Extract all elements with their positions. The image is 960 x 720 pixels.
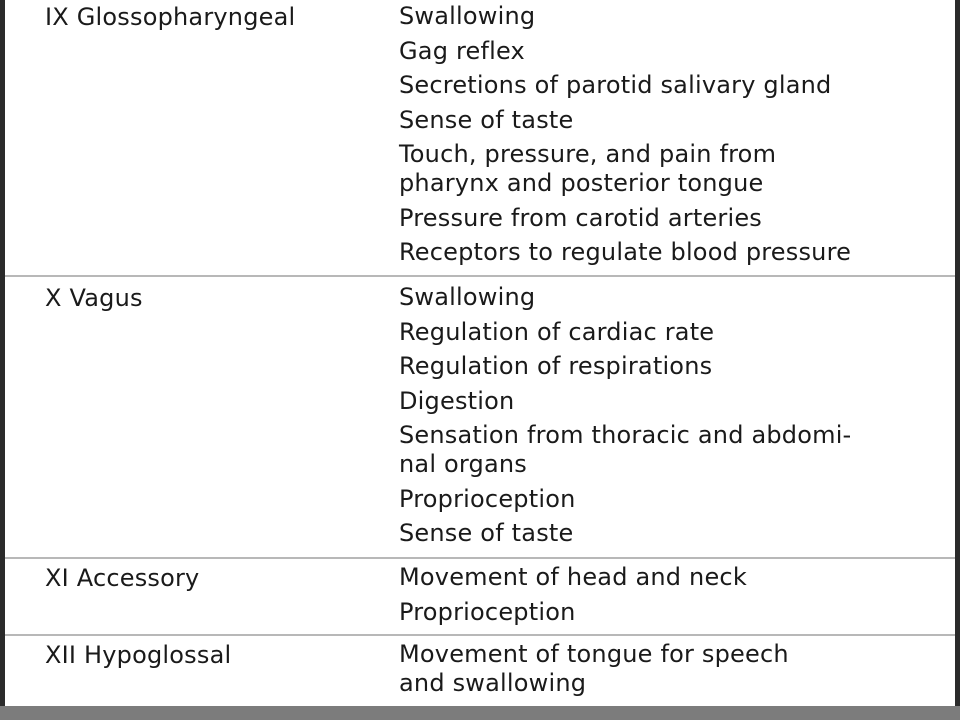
nerve-name: IX Glossopharyngeal bbox=[45, 3, 296, 31]
function-item: Movement of head and neck bbox=[399, 563, 747, 591]
row-divider bbox=[5, 634, 955, 636]
function-item: Swallowing bbox=[399, 283, 536, 311]
function-item: Gag reflex bbox=[399, 36, 525, 65]
right-border bbox=[955, 0, 960, 720]
nerve-name: X Vagus bbox=[45, 284, 143, 312]
function-item: Proprioception bbox=[399, 484, 576, 513]
left-border bbox=[0, 0, 5, 720]
function-item: Secretions of parotid salivary gland bbox=[399, 71, 832, 99]
function-item: Proprioception bbox=[399, 597, 576, 626]
row-divider bbox=[5, 557, 955, 559]
function-list bbox=[399, 2, 939, 273]
function-item: Digestion bbox=[399, 386, 515, 415]
function-item: Touch, pressure, and pain from pharynx and posterior tongue bbox=[399, 140, 777, 197]
nerve-name: XI Accessory bbox=[45, 564, 200, 592]
function-list bbox=[399, 283, 939, 554]
function-list bbox=[399, 563, 939, 632]
function-item: Regulation of cardiac rate bbox=[399, 317, 715, 346]
function-item: Sense of taste bbox=[399, 519, 574, 547]
function-list bbox=[399, 640, 939, 704]
bottom-border bbox=[0, 706, 960, 720]
function-item: Sensation from thoracic and abdomi- nal organs bbox=[399, 421, 852, 478]
row-divider bbox=[5, 275, 955, 277]
function-item: Receptors to regulate blood pressure bbox=[399, 238, 852, 266]
function-item: Sense of taste bbox=[399, 105, 574, 134]
function-item: Regulation of respirations bbox=[399, 352, 713, 380]
function-item: Pressure from carotid arteries bbox=[399, 203, 763, 232]
function-item: Swallowing bbox=[399, 2, 536, 30]
function-item: Movement of tongue for speech and swallowing bbox=[399, 640, 789, 697]
nerve-name: XII Hypoglossal bbox=[45, 641, 232, 669]
